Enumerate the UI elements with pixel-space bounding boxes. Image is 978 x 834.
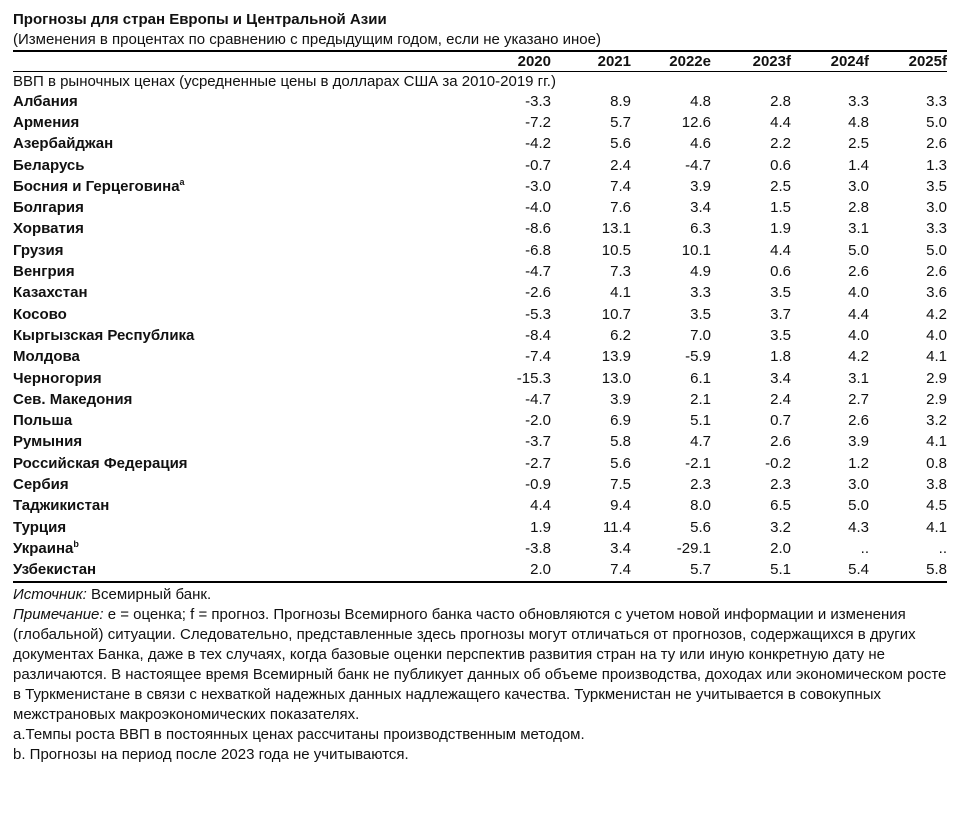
table-row	[13, 304, 947, 325]
value-cell: 3.8	[926, 475, 947, 493]
value-cell: 2.6	[770, 433, 791, 451]
bottom-rule	[13, 581, 947, 583]
value-cell: -0.7	[525, 156, 551, 174]
value-cell: -29.1	[676, 539, 711, 557]
country-label: Грузия	[13, 241, 64, 259]
value-cell: 1.9	[770, 220, 791, 238]
value-cell: 2.9	[926, 369, 947, 387]
value-cell: 3.0	[848, 177, 869, 195]
country-label: Армения	[13, 113, 80, 131]
value-cell: 4.2	[848, 348, 869, 366]
value-cell: 3.4	[690, 199, 711, 217]
value-cell: 2.7	[848, 390, 869, 408]
value-cell: -3.8	[525, 539, 551, 557]
country-label: Черногория	[13, 369, 102, 387]
value-cell: 2.0	[530, 561, 551, 579]
value-cell: 5.7	[690, 561, 711, 579]
header-year: 2024f	[830, 53, 869, 70]
value-cell: 0.6	[770, 263, 791, 281]
table-row	[13, 496, 947, 517]
value-cell: 4.4	[770, 241, 791, 259]
value-cell: -4.0	[525, 199, 551, 217]
value-cell: 2.9	[926, 390, 947, 408]
value-cell: 10.1	[681, 241, 711, 259]
value-cell: 4.0	[848, 284, 869, 302]
value-cell: 3.1	[848, 369, 869, 387]
value-cell: 2.3	[690, 475, 711, 493]
table-row	[13, 91, 947, 112]
country-label: Азербайджан	[13, 135, 114, 153]
value-cell: 2.1	[690, 390, 711, 408]
country-label: Российская Федерация	[13, 454, 188, 472]
value-cell: 4.8	[848, 113, 869, 131]
value-cell: 2.2	[770, 135, 791, 153]
value-cell: -7.2	[525, 113, 551, 131]
country-label: Польша	[13, 412, 73, 430]
value-cell: -2.7	[525, 454, 551, 472]
table-row	[13, 325, 947, 346]
value-cell: 4.1	[926, 518, 947, 536]
country-label: Венгрия	[13, 263, 75, 281]
value-cell: 4.4	[848, 305, 869, 323]
section-label: ВВП в рыночных ценах (усредненные цены в долларах США за 2010-2019 гг.)	[13, 73, 556, 90]
country-label: Молдова	[13, 348, 80, 366]
value-cell: -4.7	[525, 390, 551, 408]
value-cell: 4.1	[926, 348, 947, 366]
country-name	[13, 240, 477, 261]
forecast-table-figure	[13, 10, 947, 765]
value-cell: -5.9	[685, 348, 711, 366]
source-note	[13, 585, 947, 605]
country-name	[13, 112, 477, 133]
footnote-b: b. Прогнозы на период после 2023 года не учитываются.	[13, 745, 409, 763]
value-cell: 4.1	[926, 433, 947, 451]
table-row	[13, 474, 947, 495]
table-row	[13, 283, 947, 304]
country-label: Украина	[13, 539, 74, 557]
value-cell: 3.3	[848, 92, 869, 110]
value-cell: 13.0	[601, 369, 631, 387]
country-name	[13, 538, 477, 559]
footnote-marker: a	[179, 176, 185, 187]
country-label: Беларусь	[13, 156, 85, 174]
value-cell: 7.4	[610, 177, 631, 195]
value-cell: ..	[938, 539, 947, 557]
note-text: e = оценка; f = прогноз. Прогнозы Всемирного банка часто обновляются с учетом новой информации и изменения (глобальной) ситуации. Следовательно, представленные здесь прогнозы могут отличаться от прогнозов, содержащихся в других документах Банка, даже в тех случаях, когда базовые оценки перспектив развития стран на ту или иную конкретную дату не различаются. В настоящее время Всемирный банк не публикует данных об объеме производства, доходах или экономическом росте в Туркменистане в связи с нехваткой надежных данных надлежащего качества. Туркменистан не учитывается в совокупных межстрановых макроэкономических показателях.	[13, 605, 947, 723]
value-cell: 3.3	[926, 220, 947, 238]
value-cell: 3.2	[770, 518, 791, 536]
country-name	[13, 347, 477, 368]
forecast-table	[13, 52, 947, 581]
country-name	[13, 91, 477, 112]
value-cell: 3.2	[926, 412, 947, 430]
table-row	[13, 155, 947, 176]
value-cell: 1.4	[848, 156, 869, 174]
value-cell: 4.4	[770, 113, 791, 131]
table-row	[13, 432, 947, 453]
country-name	[13, 197, 477, 218]
value-cell: 7.4	[610, 561, 631, 579]
source-text: Всемирный банк.	[86, 585, 212, 603]
country-name	[13, 517, 477, 538]
value-cell: 7.6	[610, 199, 631, 217]
value-cell: -2.0	[525, 412, 551, 430]
value-cell: 2.6	[926, 135, 947, 153]
country-name	[13, 474, 477, 495]
table-row	[13, 389, 947, 410]
value-cell: 4.3	[848, 518, 869, 536]
value-cell: -4.2	[525, 135, 551, 153]
country-name	[13, 432, 477, 453]
value-cell: 6.2	[610, 326, 631, 344]
value-cell: 6.9	[610, 412, 631, 430]
value-cell: 4.1	[610, 284, 631, 302]
value-cell: 8.9	[610, 92, 631, 110]
value-cell: 3.9	[848, 433, 869, 451]
country-label: Болгария	[13, 199, 84, 217]
value-cell: 5.0	[926, 241, 947, 259]
value-cell: -15.3	[516, 369, 551, 387]
value-cell: 4.4	[530, 497, 551, 515]
value-cell: 9.4	[610, 497, 631, 515]
table-row	[13, 538, 947, 559]
value-cell: -4.7	[685, 156, 711, 174]
table-row	[13, 197, 947, 218]
value-cell: 3.5	[770, 326, 791, 344]
country-name	[13, 560, 477, 581]
table-row	[13, 410, 947, 431]
value-cell: 2.0	[770, 539, 791, 557]
country-label: Сев. Македония	[13, 390, 133, 408]
value-cell: 3.4	[610, 539, 631, 557]
table-title: Прогнозы для стран Европы и Центральной Азии	[13, 11, 387, 28]
value-cell: 4.9	[690, 263, 711, 281]
value-cell: 3.3	[690, 284, 711, 302]
value-cell: 3.5	[926, 177, 947, 195]
table-row	[13, 517, 947, 538]
country-label: Узбекистан	[13, 561, 97, 579]
value-cell: -0.9	[525, 475, 551, 493]
value-cell: 5.6	[610, 135, 631, 153]
value-cell: 12.6	[681, 113, 711, 131]
value-cell: 5.0	[926, 113, 947, 131]
value-cell: ..	[860, 539, 869, 557]
value-cell: 6.1	[690, 369, 711, 387]
footnote-a: a.Темпы роста ВВП в постоянных ценах рассчитаны производственным методом.	[13, 725, 585, 743]
value-cell: 2.8	[848, 199, 869, 217]
value-cell: 0.6	[770, 156, 791, 174]
note-label: Примечание:	[13, 605, 104, 623]
table-row	[13, 368, 947, 389]
value-cell: 5.1	[690, 412, 711, 430]
value-cell: 3.0	[848, 475, 869, 493]
value-cell: -3.7	[525, 433, 551, 451]
country-label: Хорватия	[13, 220, 84, 238]
value-cell: 2.8	[770, 92, 791, 110]
table-row	[13, 219, 947, 240]
country-name	[13, 368, 477, 389]
value-cell: 7.3	[610, 263, 631, 281]
table-row	[13, 453, 947, 474]
table-row	[13, 176, 947, 197]
value-cell: -6.8	[525, 241, 551, 259]
value-cell: 1.2	[848, 454, 869, 472]
general-note	[13, 605, 947, 725]
header-year: 2020	[517, 53, 551, 70]
country-name	[13, 134, 477, 155]
country-name	[13, 325, 477, 346]
value-cell: 2.4	[770, 390, 791, 408]
section-row	[13, 72, 947, 91]
value-cell: 1.5	[770, 199, 791, 217]
header-year: 2022e	[669, 53, 711, 70]
value-cell: 3.4	[770, 369, 791, 387]
value-cell: 4.6	[690, 135, 711, 153]
value-cell: -2.1	[685, 454, 711, 472]
value-cell: -8.6	[525, 220, 551, 238]
value-cell: 1.8	[770, 348, 791, 366]
header-year: 2025f	[908, 53, 947, 70]
country-label: Таджикистан	[13, 497, 110, 515]
value-cell: 2.4	[610, 156, 631, 174]
country-label: Казахстан	[13, 284, 88, 302]
value-cell: 1.9	[530, 518, 551, 536]
value-cell: 0.8	[926, 454, 947, 472]
header-blank	[13, 52, 477, 71]
value-cell: 2.5	[848, 135, 869, 153]
value-cell: -3.3	[525, 92, 551, 110]
value-cell: -0.2	[765, 454, 791, 472]
footnote-marker: b	[73, 538, 79, 549]
value-cell: 5.8	[926, 561, 947, 579]
value-cell: 2.3	[770, 475, 791, 493]
value-cell: -2.6	[525, 284, 551, 302]
value-cell: 3.3	[926, 92, 947, 110]
table-row	[13, 560, 947, 581]
value-cell: 2.5	[770, 177, 791, 195]
value-cell: 6.5	[770, 497, 791, 515]
value-cell: 5.1	[770, 561, 791, 579]
value-cell: 6.3	[690, 220, 711, 238]
table-row	[13, 240, 947, 261]
value-cell: 3.9	[690, 177, 711, 195]
value-cell: 8.0	[690, 497, 711, 515]
country-name	[13, 496, 477, 517]
value-cell: 2.6	[848, 263, 869, 281]
country-label: Румыния	[13, 433, 83, 451]
country-name	[13, 261, 477, 282]
value-cell: 2.6	[926, 263, 947, 281]
country-name	[13, 453, 477, 474]
table-subtitle: (Изменения в процентах по сравнению с предыдущим годом, если не указано иное)	[13, 31, 601, 48]
value-cell: 4.2	[926, 305, 947, 323]
value-cell: 2.6	[848, 412, 869, 430]
value-cell: 11.4	[602, 518, 631, 536]
header-year: 2021	[597, 53, 631, 70]
table-row	[13, 134, 947, 155]
country-name	[13, 219, 477, 240]
value-cell: 4.0	[848, 326, 869, 344]
country-label: Косово	[13, 305, 67, 323]
country-label: Албания	[13, 92, 78, 110]
country-name	[13, 176, 477, 197]
value-cell: 3.0	[926, 199, 947, 217]
country-label: Босния и Герцеговина	[13, 177, 180, 195]
value-cell: 3.5	[770, 284, 791, 302]
value-cell: 1.3	[926, 156, 947, 174]
country-name	[13, 155, 477, 176]
value-cell: -3.0	[525, 177, 551, 195]
value-cell: 5.7	[610, 113, 631, 131]
table-row	[13, 261, 947, 282]
value-cell: 13.9	[601, 348, 631, 366]
country-label: Сербия	[13, 475, 69, 493]
value-cell: 7.5	[610, 475, 631, 493]
notes-block	[13, 585, 947, 765]
table-row	[13, 112, 947, 133]
country-label: Турция	[13, 518, 67, 536]
header-year: 2023f	[752, 53, 791, 70]
country-name	[13, 283, 477, 304]
value-cell: 3.7	[770, 305, 791, 323]
value-cell: 3.6	[926, 284, 947, 302]
country-name	[13, 410, 477, 431]
value-cell: 10.7	[601, 305, 631, 323]
value-cell: 10.5	[601, 241, 631, 259]
value-cell: 3.1	[848, 220, 869, 238]
header-row	[13, 52, 947, 71]
value-cell: 5.6	[690, 518, 711, 536]
value-cell: 4.5	[926, 497, 947, 515]
value-cell: 3.9	[610, 390, 631, 408]
value-cell: -7.4	[525, 348, 551, 366]
value-cell: 7.0	[690, 326, 711, 344]
value-cell: 0.7	[770, 412, 791, 430]
value-cell: 5.4	[848, 561, 869, 579]
country-name	[13, 389, 477, 410]
source-label: Источник:	[13, 585, 87, 603]
value-cell: 4.8	[690, 92, 711, 110]
value-cell: 5.0	[848, 497, 869, 515]
value-cell: 5.6	[610, 454, 631, 472]
value-cell: 5.0	[848, 241, 869, 259]
country-label: Кыргызская Республика	[13, 326, 195, 344]
value-cell: 5.8	[610, 433, 631, 451]
value-cell: -5.3	[525, 305, 551, 323]
value-cell: 4.0	[926, 326, 947, 344]
value-cell: 4.7	[690, 433, 711, 451]
value-cell: 3.5	[690, 305, 711, 323]
value-cell: -4.7	[525, 263, 551, 281]
value-cell: 13.1	[601, 220, 631, 238]
country-name	[13, 304, 477, 325]
table-row	[13, 347, 947, 368]
value-cell: -8.4	[525, 326, 551, 344]
